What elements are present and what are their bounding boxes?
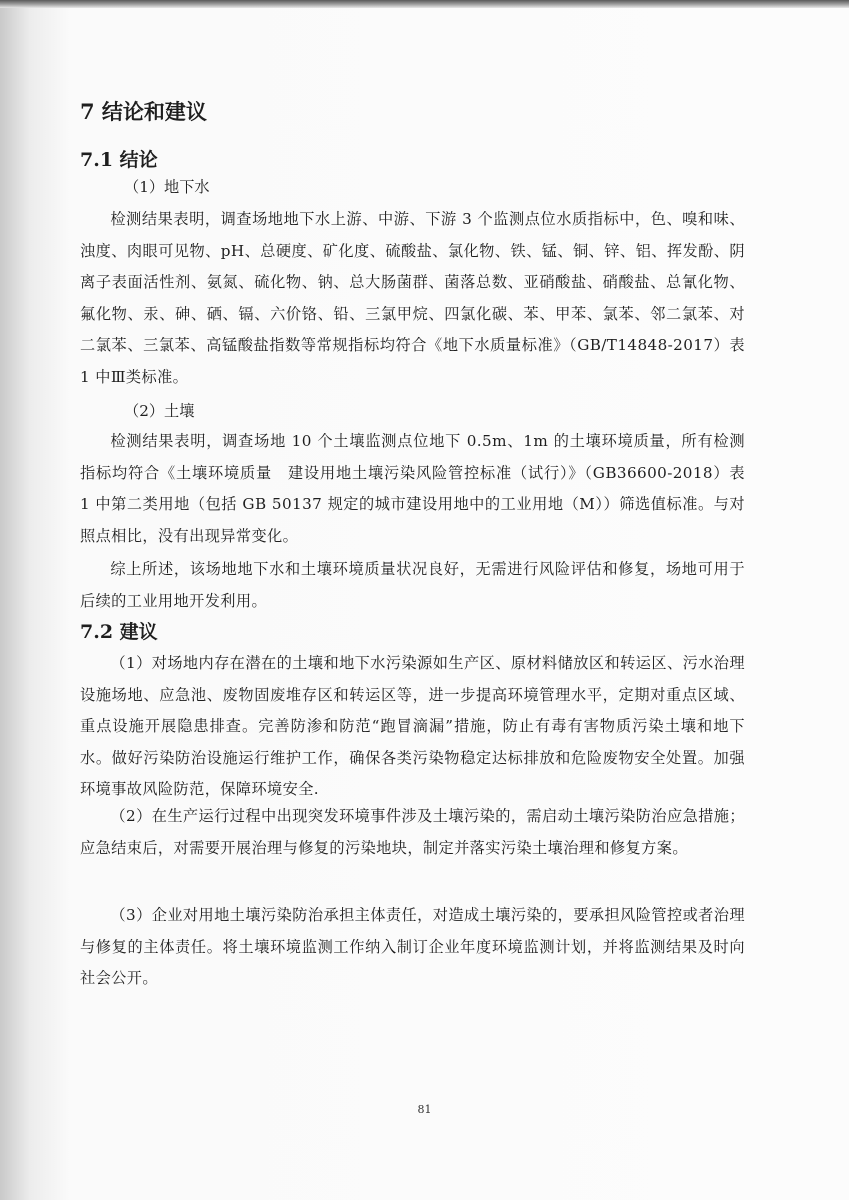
- paragraph-groundwater: 检测结果表明，调查场地地下水上游、中游、下游 3 个监测点位水质指标中，色、嗅和味、浊度、肉眼可见物、pH、总硬度、矿化度、硫酸盐、氯化物、铁、锰、铜、锌、铝、挥发酚、阴离子表面活性剂、氨氮、硫化物、钠、总大肠菌群、菌落总数、亚硝酸盐、硝酸盐、总氰化物、氟化物、汞、砷、硒、镉、六价铬、铅、三氯甲烷、四氯化碳、苯、甲苯、氯苯、邻二氯苯、对二氯苯、三氯苯、高锰酸盐指数等常规指标均符合《地下水质量标准》（GB/T14848-2017）表 1 中Ⅲ类标准。: [80, 210, 745, 386]
- paragraph-suggestion-1: （1）对场地内存在潜在的土壤和地下水污染源如生产区、原材料储放区和转运区、污水治理设施场地、应急池、废物固废堆存区和转运区等，进一步提高环境管理水平，定期对重点区域、重点设施开展隐患排查。完善防渗和防范“跑冒滴漏”措施，防止有毒有害物质污染土壤和地下水。做好污染防治设施运行维护工作，确保各类污染物稳定达标排放和危险废物安全处置。加强环境事故风险防范，保障环境安全.: [80, 654, 745, 798]
- scan-top-edge: [0, 0, 849, 8]
- paragraph-suggestion-3: （3）企业对用地土壤污染防治承担主体责任，对造成土壤污染的，要承担风险管控或者治理与修复的主体责任。将土壤环境监测工作纳入制订企业年度环境监测计划，并将监测结果及时向社会公开。: [80, 906, 745, 987]
- paragraph-soil: 检测结果表明，调查场地 10 个土壤监测点位地下 0.5m、1m 的土壤环境质量，所有检测指标均符合《土壤环境质量 建设用地土壤污染风险管控标准（试行）》（GB36600-2018）表 1 中第二类用地（包括 GB 50137 规定的城市建设用地中的工业用地（M））筛选值标准。与对照点相比，没有出现异常变化。: [80, 432, 745, 545]
- paragraph-suggestion-2: （2）在生产运行过程中出现突发环境事件涉及土壤污染的，需启动土壤污染防治应急措施；应急结束后，对需要开展治理与修复的污染地块，制定并落实污染土壤治理和修复方案。: [80, 807, 745, 857]
- section-heading-7: 7 结论和建议: [80, 99, 207, 124]
- subheading-groundwater: （1）地下水: [124, 178, 210, 196]
- subheading-soil: （2）土壤: [124, 402, 195, 420]
- section-heading-7-2: 7.2 建议: [80, 621, 158, 643]
- section-heading-7-1: 7.1 结论: [80, 149, 158, 171]
- paragraph-summary: 综上所述，该场地地下水和土壤环境质量状况良好，无需进行风险评估和修复，场地可用于后续的工业用地开发利用。: [80, 560, 745, 610]
- page-number: 81: [417, 1103, 432, 1116]
